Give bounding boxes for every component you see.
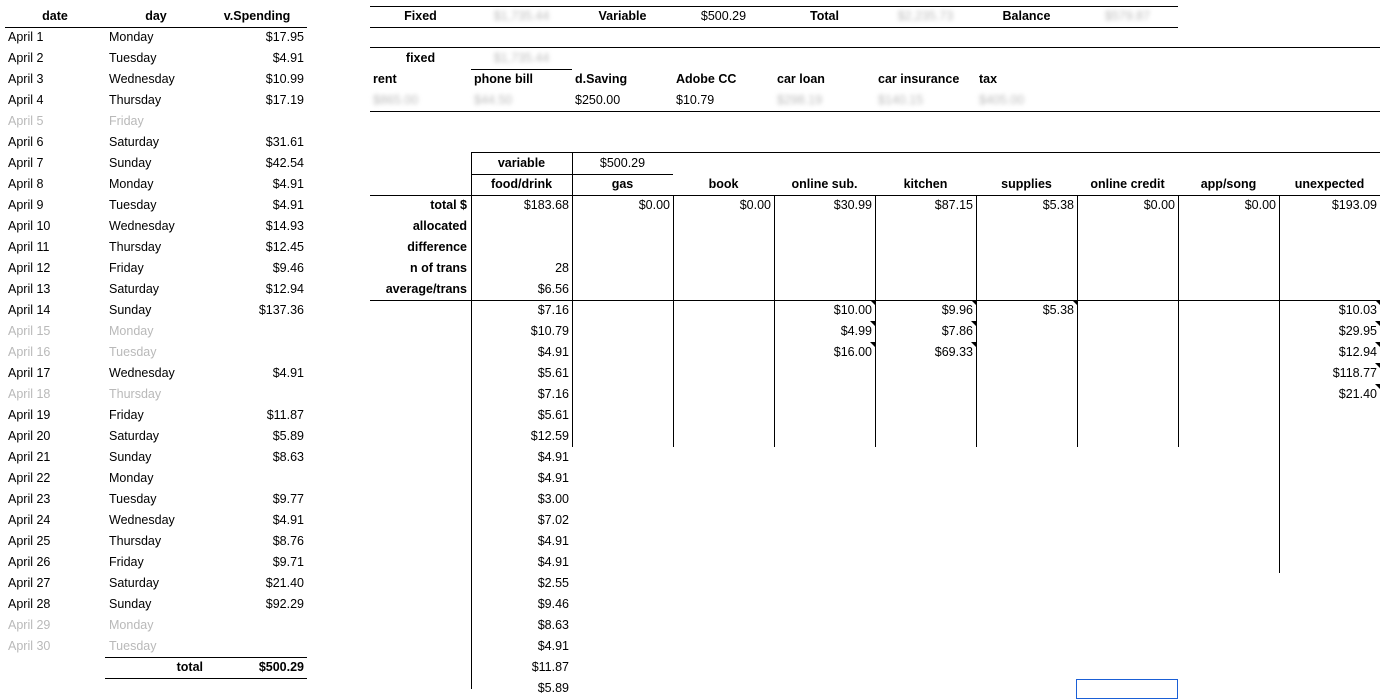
daily-row-day[interactable]: Wednesday <box>109 513 175 527</box>
daily-row-day[interactable]: Monday <box>109 30 154 44</box>
summary-balance-label: Balance <box>1002 9 1051 23</box>
daily-row-day[interactable]: Thursday <box>109 387 162 401</box>
daily-row-day[interactable]: Saturday <box>109 576 160 590</box>
transaction-cell[interactable]: $2.55 <box>537 576 569 590</box>
date-column-header: date <box>42 9 68 23</box>
fixed-item-name: car loan <box>777 72 825 86</box>
active-cell-selection[interactable] <box>1076 679 1178 699</box>
stat-row-label: average/trans <box>385 282 467 296</box>
fixed-section-label: fixed <box>405 51 436 65</box>
daily-row-amount[interactable]: $4.91 <box>272 366 304 380</box>
summary-variable-value[interactable]: $500.29 <box>700 9 747 23</box>
daily-row-amount[interactable]: $8.76 <box>272 534 304 548</box>
daily-row-day[interactable]: Tuesday <box>109 492 157 506</box>
category-total[interactable]: $0.00 <box>1244 198 1276 212</box>
transaction-cell[interactable]: $5.61 <box>537 366 569 380</box>
daily-row-day[interactable]: Tuesday <box>109 51 157 65</box>
comment-indicator-icon[interactable] <box>1375 363 1380 368</box>
fixed-item-value[interactable]: $250.00 <box>575 93 621 107</box>
daily-row-amount[interactable]: $137.36 <box>258 303 304 317</box>
variable-section-value[interactable]: $500.29 <box>599 156 646 170</box>
transaction-cell[interactable]: $16.00 <box>833 345 872 359</box>
daily-row-date[interactable]: April 26 <box>8 555 51 569</box>
daily-row-day[interactable]: Thursday <box>109 534 162 548</box>
daily-row-amount[interactable] <box>207 321 304 342</box>
summary-variable-label: Variable <box>598 9 647 23</box>
category-header: book <box>708 177 739 191</box>
daily-row-date[interactable]: April 30 <box>8 639 51 653</box>
category-header: online sub. <box>791 177 858 191</box>
grid-line <box>976 195 977 447</box>
fixed-section-value: $1,735.44 <box>493 51 550 65</box>
transaction-cell[interactable]: $7.16 <box>537 387 569 401</box>
category-header: online credit <box>1090 177 1165 191</box>
daily-row-date[interactable]: April 14 <box>8 303 51 317</box>
stat-row-label: n of trans <box>410 261 467 275</box>
daily-row-date[interactable]: April 15 <box>8 324 51 338</box>
daily-row-amount[interactable]: $4.91 <box>272 51 304 65</box>
daily-row-day[interactable]: Friday <box>109 555 144 569</box>
stat-row-label: difference <box>407 240 467 254</box>
daily-row-amount[interactable]: $4.91 <box>272 177 304 191</box>
grid-line <box>1077 195 1078 447</box>
daily-row-date[interactable]: April 13 <box>8 282 51 296</box>
daily-row-date[interactable]: April 23 <box>8 492 51 506</box>
grid-line <box>774 195 775 447</box>
daily-row-date[interactable]: April 1 <box>8 30 44 44</box>
daily-row-day[interactable]: Monday <box>109 618 154 632</box>
daily-row-amount[interactable]: $14.93 <box>265 219 304 233</box>
transaction-cell[interactable]: $4.91 <box>537 534 569 548</box>
transaction-cell[interactable]: $21.40 <box>1338 387 1377 401</box>
fixed-item-value[interactable]: $44.50 <box>474 93 513 107</box>
daily-row-date[interactable]: April 11 <box>8 240 50 254</box>
daily-row-day[interactable]: Tuesday <box>109 345 157 359</box>
daily-row-date[interactable]: April 18 <box>8 387 51 401</box>
daily-row-date[interactable]: April 17 <box>8 366 51 380</box>
daily-row-amount[interactable]: $12.94 <box>265 282 304 296</box>
transaction-cell[interactable]: $5.89 <box>537 681 569 695</box>
category-header: unexpected <box>1294 177 1365 191</box>
daily-row-amount[interactable]: $9.71 <box>272 555 304 569</box>
daily-row-date[interactable]: April 22 <box>8 471 51 485</box>
category-total[interactable]: $30.99 <box>833 198 872 212</box>
daily-row-day[interactable]: Saturday <box>109 282 160 296</box>
category-total[interactable]: $193.09 <box>1331 198 1377 212</box>
transaction-cell[interactable]: $29.95 <box>1338 324 1377 338</box>
daily-row-amount[interactable]: $92.29 <box>265 597 304 611</box>
daily-row-date[interactable]: April 7 <box>8 156 44 170</box>
category-total[interactable]: $0.00 <box>638 198 670 212</box>
daily-row-date[interactable]: April 6 <box>8 135 44 149</box>
daily-row-day[interactable]: Wednesday <box>109 72 175 86</box>
daily-row-date[interactable]: April 12 <box>8 261 51 275</box>
daily-row-amount[interactable]: $10.99 <box>265 72 304 86</box>
daily-row-amount[interactable]: $4.91 <box>272 198 304 212</box>
transaction-cell[interactable]: $12.94 <box>1338 345 1377 359</box>
daily-row-amount[interactable] <box>207 636 304 657</box>
summary-total-label: Total <box>810 9 839 23</box>
transaction-cell[interactable]: $11.87 <box>531 660 569 674</box>
transaction-cell[interactable]: $5.38 <box>1042 303 1074 317</box>
daily-row-day[interactable]: Wednesday <box>109 366 175 380</box>
transaction-cell[interactable]: $69.33 <box>934 345 973 359</box>
stat-row-label: allocated <box>412 219 467 233</box>
grid-line <box>471 152 472 689</box>
transaction-cell[interactable]: $8.63 <box>537 618 569 632</box>
transaction-cell[interactable]: $10.03 <box>1338 303 1377 317</box>
transaction-cell[interactable]: $10.79 <box>530 324 569 338</box>
daily-row-date[interactable]: April 27 <box>8 576 51 590</box>
daily-row-amount[interactable]: $21.40 <box>265 576 304 590</box>
transaction-cell[interactable]: $5.61 <box>537 408 569 422</box>
daily-row-day[interactable]: Sunday <box>109 303 152 317</box>
fixed-item-name: d.Saving <box>575 72 628 86</box>
daily-row-amount[interactable]: $5.89 <box>272 429 304 443</box>
daily-row-day[interactable]: Friday <box>109 114 144 128</box>
summary-total-value: $2,235.73 <box>897 9 954 23</box>
fixed-item-value[interactable]: $865.00 <box>373 93 419 107</box>
daily-row-day[interactable]: Saturday <box>109 429 160 443</box>
category-total[interactable]: $5.38 <box>1042 198 1074 212</box>
transaction-cell[interactable]: $4.91 <box>537 450 569 464</box>
fixed-item-name: Adobe CC <box>676 72 737 86</box>
daily-row-date[interactable]: April 24 <box>8 513 51 527</box>
daily-row-day[interactable]: Wednesday <box>109 219 175 233</box>
daily-row-day[interactable]: Saturday <box>109 135 160 149</box>
category-total[interactable]: $0.00 <box>1143 198 1175 212</box>
transaction-cell[interactable]: $12.59 <box>530 429 569 443</box>
daily-row-day[interactable]: Monday <box>109 324 154 338</box>
daily-row-amount[interactable]: $9.46 <box>272 261 304 275</box>
daily-row-amount[interactable] <box>207 111 304 132</box>
daily-row-day[interactable]: Sunday <box>109 450 152 464</box>
transaction-cell[interactable]: $4.91 <box>537 345 569 359</box>
fixed-item-value[interactable]: $140.15 <box>878 93 924 107</box>
transaction-cell[interactable]: $9.46 <box>537 597 569 611</box>
category-total[interactable]: $87.15 <box>934 198 973 212</box>
category-total[interactable]: $0.00 <box>739 198 771 212</box>
category-average[interactable]: $6.56 <box>537 282 569 296</box>
daily-row-day[interactable]: Sunday <box>109 156 152 170</box>
daily-row-date[interactable]: April 3 <box>8 72 44 86</box>
grid-line <box>673 195 674 447</box>
daily-row-date[interactable]: April 4 <box>8 93 44 107</box>
category-header: app/song <box>1200 177 1257 191</box>
transaction-cell[interactable]: $7.02 <box>537 513 569 527</box>
daily-row-amount[interactable]: $31.61 <box>265 135 304 149</box>
category-total[interactable]: $183.68 <box>523 198 569 212</box>
fixed-item-name: car insurance <box>878 72 960 86</box>
fixed-item-value[interactable]: $10.79 <box>676 93 715 107</box>
transaction-cell[interactable]: $4.91 <box>537 555 569 569</box>
day-column-header: day <box>145 9 167 23</box>
fixed-section-underline <box>370 111 1380 112</box>
summary-underline <box>370 27 1178 28</box>
comment-indicator-icon[interactable] <box>1375 300 1380 305</box>
daily-row-date[interactable]: April 10 <box>8 219 51 233</box>
transaction-cell[interactable]: $4.99 <box>840 324 872 338</box>
transaction-cell[interactable]: $10.00 <box>833 303 872 317</box>
fixed-item-name: rent <box>373 72 397 86</box>
category-header: supplies <box>1001 177 1052 191</box>
daily-row-amount[interactable] <box>207 384 304 405</box>
daily-row-date[interactable]: April 5 <box>8 114 44 128</box>
transaction-cell[interactable]: $7.16 <box>537 303 569 317</box>
daily-row-day[interactable]: Monday <box>109 471 154 485</box>
daily-row-day[interactable]: Friday <box>109 261 144 275</box>
summary-fixed-value: $1,735.44 <box>493 9 550 23</box>
daily-row-amount[interactable]: $4.91 <box>272 513 304 527</box>
daily-row-amount[interactable]: $12.45 <box>265 240 304 254</box>
transaction-cell[interactable]: $4.91 <box>537 471 569 485</box>
daily-row-day[interactable]: Friday <box>109 408 144 422</box>
daily-row-amount[interactable]: $17.19 <box>265 93 304 107</box>
daily-row-amount[interactable] <box>207 615 304 636</box>
daily-row-amount[interactable]: $9.77 <box>272 492 304 506</box>
summary-balance-value: $579.87 <box>1104 9 1151 23</box>
daily-row-day[interactable]: Monday <box>109 177 154 191</box>
transaction-cell[interactable]: $4.91 <box>537 639 569 653</box>
category-header: kitchen <box>903 177 948 191</box>
daily-row-day[interactable]: Tuesday <box>109 639 157 653</box>
daily-row-amount[interactable]: $11.87 <box>266 408 304 422</box>
daily-row-day[interactable]: Thursday <box>109 240 162 254</box>
category-count[interactable]: 28 <box>555 261 569 275</box>
daily-row-day[interactable]: Tuesday <box>109 198 157 212</box>
daily-row-date[interactable]: April 8 <box>8 177 44 191</box>
fixed-item-name: phone bill <box>474 72 534 86</box>
transaction-cell[interactable]: $9.96 <box>941 303 973 317</box>
fixed-item-value[interactable]: $405.00 <box>979 93 1025 107</box>
daily-row-date[interactable]: April 19 <box>8 408 51 422</box>
fixed-item-name: tax <box>979 72 998 86</box>
daily-row-amount[interactable] <box>207 342 304 363</box>
daily-row-date[interactable]: April 16 <box>8 345 51 359</box>
transaction-cell[interactable]: $3.00 <box>537 492 569 506</box>
daily-row-amount[interactable] <box>207 468 304 489</box>
category-header: food/drink <box>490 177 553 191</box>
daily-total-value: $500.29 <box>258 660 304 674</box>
daily-row-amount[interactable]: $8.63 <box>272 450 304 464</box>
comment-indicator-icon[interactable] <box>1375 342 1380 347</box>
stat-row-label: total $ <box>430 198 467 212</box>
daily-row-amount[interactable]: $17.95 <box>265 30 304 44</box>
transaction-cell[interactable]: $7.86 <box>941 324 973 338</box>
daily-row-day[interactable]: Thursday <box>109 93 162 107</box>
daily-row-date[interactable]: April 29 <box>8 618 51 632</box>
daily-total-underline <box>105 678 307 679</box>
daily-row-day[interactable]: Sunday <box>109 597 152 611</box>
grid-line <box>875 195 876 447</box>
summary-fixed-label: Fixed <box>404 9 437 23</box>
comment-indicator-icon[interactable] <box>1375 384 1380 389</box>
grid-line <box>1178 195 1179 447</box>
transaction-cell[interactable]: $118.77 <box>1332 366 1377 380</box>
variable-section-label: variable <box>497 156 546 170</box>
spending-column-header: v.Spending <box>223 9 291 23</box>
daily-row-amount[interactable]: $42.54 <box>265 156 304 170</box>
daily-total-label: total <box>176 660 203 674</box>
grid-line <box>1279 195 1280 573</box>
daily-row-date[interactable]: April 9 <box>8 198 44 212</box>
fixed-item-value[interactable]: $298.19 <box>777 93 823 107</box>
daily-row-date[interactable]: April 20 <box>8 429 51 443</box>
category-header: gas <box>611 177 634 191</box>
daily-row-date[interactable]: April 25 <box>8 534 51 548</box>
comment-indicator-icon[interactable] <box>1375 321 1380 326</box>
daily-row-date[interactable]: April 21 <box>8 450 51 464</box>
grid-line <box>572 300 573 447</box>
daily-row-date[interactable]: April 28 <box>8 597 51 611</box>
daily-row-date[interactable]: April 2 <box>8 51 44 65</box>
